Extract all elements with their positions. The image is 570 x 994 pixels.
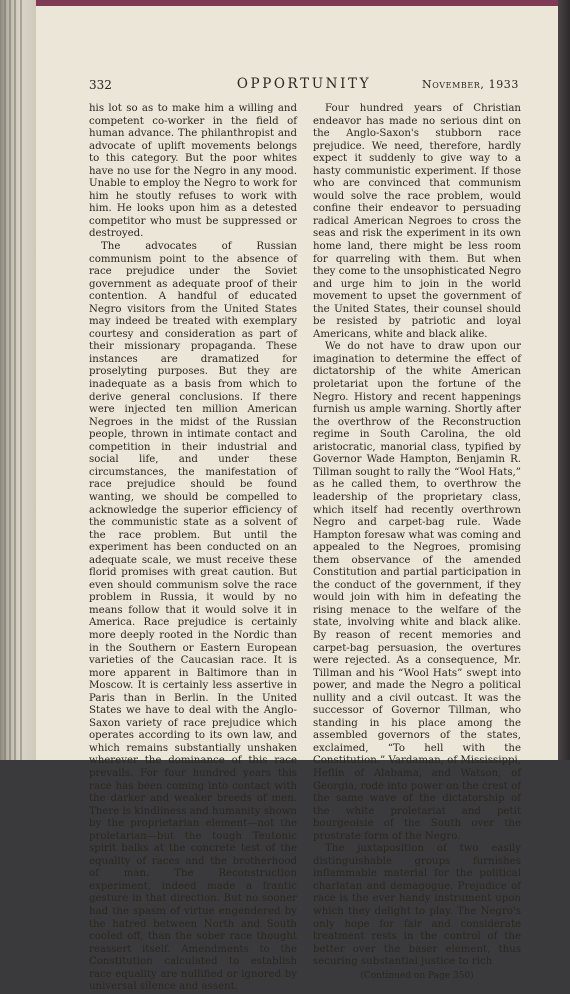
left-column [89,103,297,994]
paragraph: The juxtaposition of two easily distinguishable groups furnishes inflammable material for the political charlatan and demagogue. Prejudice of race is the ever handy instrument upon which they delight to play. The Negro's only hope for fair and considerate treatment rests in the control of the better over the baser element, thus securing substantial justice to rich [313,843,521,968]
journal-page [36,6,558,993]
page-number: 332 [89,78,112,92]
right-column [313,103,521,982]
issue-date: November, 1933 [422,78,519,91]
scan-edge-right [558,0,570,760]
continued-note: (Continued on Page 350) [360,970,474,981]
scan-binding-left [0,0,36,760]
page-header [89,76,519,96]
paragraph: Four hundred years of Christian endeavor has made no serious dint on the Anglo-Saxon's stubborn race prejudice. We need, therefore, hardly expect it suddenly to give way to a hasty communistic experiment. If those who are convinced that communism would solve the race problem, would confine their endeavor to persuading radical American Negroes to cross the seas and risk the experiment in its own home land, there might be less room for quarreling with them. But when they come to the unsophisticated Negro and urge him to join in the world movement to upset the government of the United States, their counsel should be resisted by patriotic and loyal Americans, white and black alike. [313,103,521,340]
paragraph: We do not have to draw upon our imagination to determine the effect of dictatorship of the white American proletariat upon the fortune of the Negro. History and recent happenings furnish us ample warning. Shortly after the overthrow of the Reconstruction regime in South Carolina, the old aristocratic, manorial class, typified by Governor Wade Hampton, Benjamin R. Tillman sought to rally the “Wool Hats,” as he called them, to overthrow the leadership of the proprietary class, which itself had recently overthrown Negro and carpet-bag rule. Wade Hampton foresaw what was coming and appealed to the Negroes, promising them observance of the amended Constitution and partial participation in the conduct of the government, if they would join with him in defeating the rising menace to the welfare of the state, involving white and black alike. By reason of recent memories and carpet-bag persuasion, the overtures were rejected. As a consequence, Mr. Tillman and his “Wool Hats” swept into power, and made the Negro a political nullity and a civil outcast. It was the successor of Governor Tillman, who standing in his place among the assembled governors of the states, exclaimed, “To hell with the Constitution.” Vardaman, of Mississippi, Heflin of Alabama, and Watson, of Georgia, rode into power on the crest of the same wave of the dictatorship of the white proletariat and petit bourgeoisie of the South over the prostrate form of the Negro. [313,341,522,842]
journal-title: OPPORTUNITY [236,76,372,92]
paragraph: his lot so as to make him a willing and competent co-worker in the field of human advance. The philanthropist and advocate of uplift movements belongs to this category. But the poor whites have no use for the Negro in any mood. Unable to employ the Negro to work for him he stoutly refuses to work with him. He looks upon him as a detested competitor who must be suppressed or destroyed. [89,103,297,240]
paragraph: The advocates of Russian communism point to the absence of race prejudice under the Soviet government as adequate proof of their contention. A handful of educated Negro visitors from the United States may indeed be treated with exemplary courtesy and consideration as part of their missionary propaganda. These instances are dramatized for proselyting purposes. But they are inadequate as a basis from which to derive general conclusions. If there were injected ten million American Negroes in the midst of the Russian people, thrown in intimate contact and competition in their industrial and social life, and under these circumstances, the manifestation of race prejudice should be found wanting, we should be compelled to acknowledge the superior efficiency of the communistic state as a solvent of the race problem. But until the experiment has been conducted on an adequate scale, we must receive these florid promises with great caution. But even should communism solve the race problem in Russia, it would by no means follow that it would solve it in America. Race prejudice is certainly more deeply rooted in the Nordic than in the Southern or Eastern European varieties of the Caucasian race. It is more apparent in Baltimore than in Moscow. It is certainly less assertive in Paris than in Berlin. In the United States we have to deal with the Anglo-Saxon variety of race prejudice which operates according to its own law, and which remains substantially unshaken wherever the dominance of this race prevails. For four hundred years this race has been coming into contact with the darker and weaker breeds of men. There is kindliness and humanity shown by the proprietarian element—not the proletarian—but the tough Teutonic spirit balks at the concrete test of the equality of races and the brotherhood of man. The Reconstruction experiment, indeed made a frantic gesture in that direction. But no sooner had the spasm of virtue engendered by the hatred between North and South cooled off, than the sober race thought reassert itself. Amendments to the Constitution calculated to establish race equality are nullified or ignored by universal silence and assent. [89,241,297,993]
